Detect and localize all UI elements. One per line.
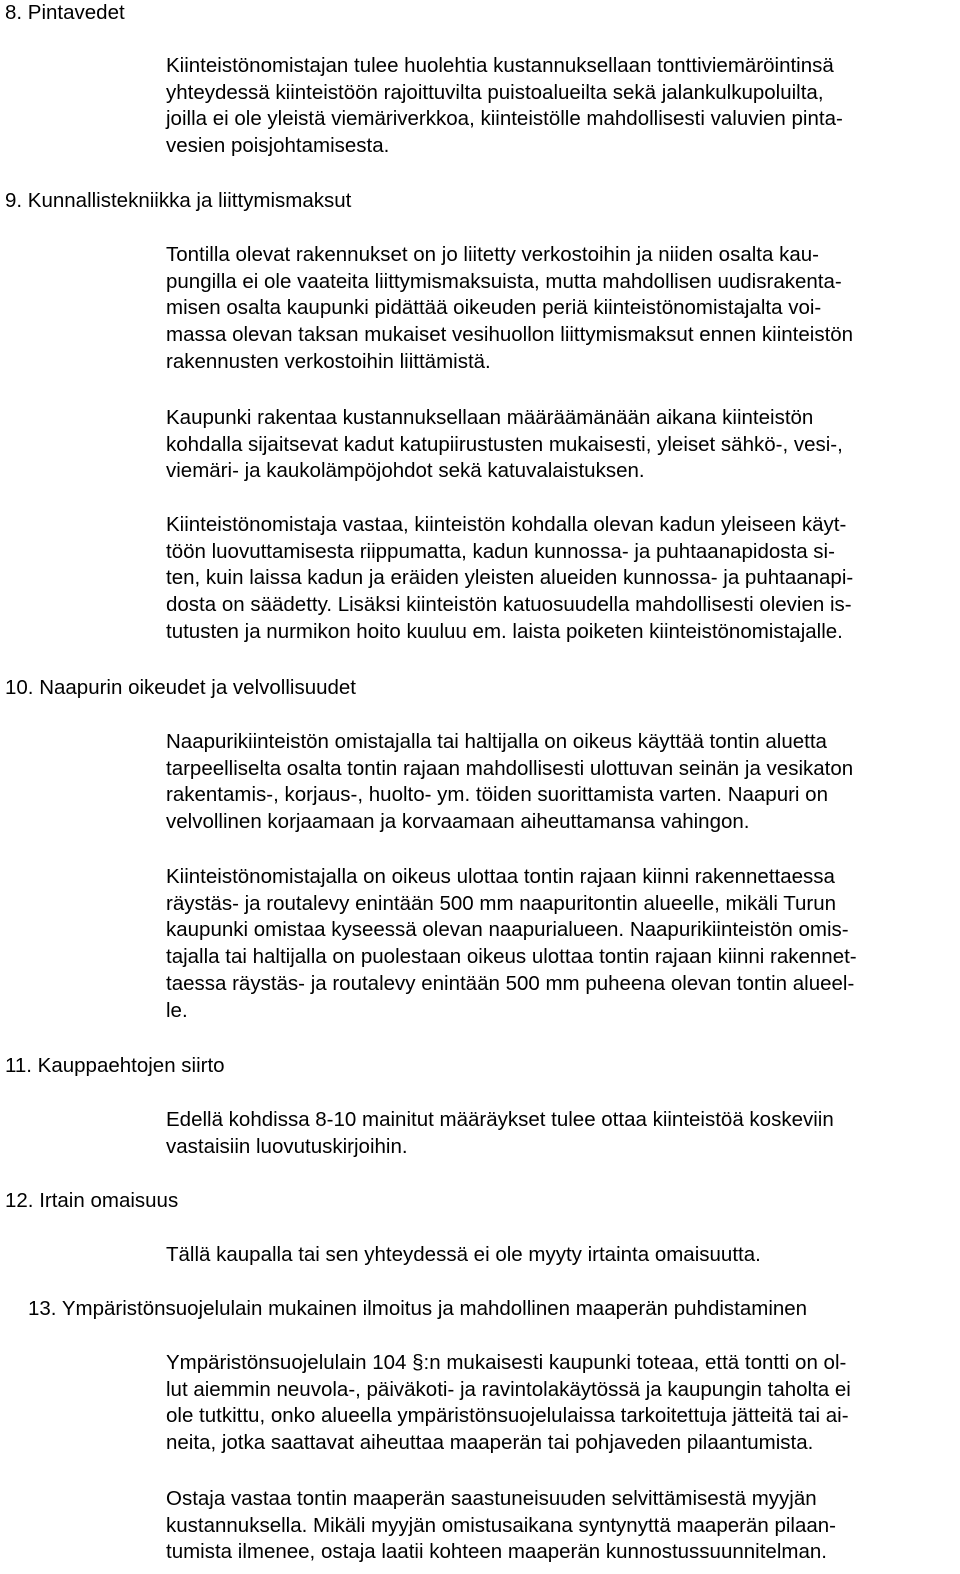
section-9-paragraph-3 [166,512,958,646]
section-heading-9: 9. Kunnallistekniikka ja liittymismaksut [5,189,352,212]
section-heading-13: 13. Ympäristönsuojelulain mukainen ilmoitus ja mahdollinen maaperän puhdistaminen [28,1297,808,1320]
text-line: tutusten ja nurmikon hoito kuuluu em. laista poiketen kiinteistönomistajalle. [166,619,843,643]
text-line: rakennusten verkostoihin liittämistä. [166,349,491,373]
section-heading-8: 8. Pintavedet [5,1,125,24]
text-line: Naapurikiinteistön omistajalla tai haltijalla on oikeus käyttää tontin aluetta [166,730,827,753]
text-line: kohdalla sijaitsevat kadut katupiirustusten mukaisesti, yleiset sähkö-, vesi-, [166,432,843,456]
section-11-paragraph-1 [166,1107,958,1160]
text-line: massa olevan taksan mukaiset vesihuollon liittymismaksut ennen kiinteistön [166,323,854,347]
section-9-paragraph-2 [166,405,958,485]
text-line: Ostaja vastaa tontin maaperän saastuneisuuden selvittämisestä myyjän [166,1487,817,1510]
section-12-paragraph-1 [166,1242,958,1269]
section-heading-12: 12. Irtain omaisuus [5,1189,179,1212]
text-line: pungilla ei ole vaateita liittymismaksuista, mutta mahdollisen uudisrakenta- [166,269,842,293]
text-line: viemäri- ja kaukolämpöjohdot sekä katuvalaistuksen. [166,459,645,483]
text-line: vesien poisjohtamisesta. [166,134,390,158]
section-heading-11: 11. Kauppaehtojen siirto [5,1054,225,1077]
text-line: dosta on säädetty. Lisäksi kiinteistön katuosuudella mahdollisesti olevien is- [166,593,852,617]
text-line: joilla ei ole yleistä viemäriverkkoa, kiinteistölle mahdollisesti valuvien pinta- [166,107,843,131]
text-line: kustannuksella. Mikäli myyjän omistusaikana syntynyttä maaperän pilaan- [166,1513,836,1537]
text-line: le. [166,998,188,1022]
text-line: Kiinteistönomistajalla on oikeus ulottaa tontin rajaan kiinni rakennettaessa [166,865,835,888]
text-line: Edellä kohdissa 8-10 mainitut määräykset tulee ottaa kiinteistöä koskeviin [166,1108,834,1131]
text-line: velvollinen korjaamaan ja korvaamaan aiheuttamansa vahingon. [166,810,750,834]
section-10-paragraph-1 [166,729,958,836]
text-line: vastaisiin luovutuskirjoihin. [166,1134,408,1158]
text-line: tajalla tai haltijalla on puolestaan oikeus ulottaa tontin rajaan kiinni rakennet- [166,945,857,969]
section-13-paragraph-2 [166,1486,958,1566]
text-line: Kiinteistönomistajan tulee huolehtia kustannuksellaan tonttiviemäröintinsä [166,54,834,77]
text-line: ten, kuin laissa kadun ja eräiden yleisten alueiden kunnossa- ja puhtaanapi- [166,566,854,590]
text-line: ole tutkittu, onko alueella ympäristönsuojelulaissa tarkoitettuja jätteitä tai ai- [166,1404,849,1428]
text-line: kaupunki omistaa kyseessä olevan naapurialueen. Naapurikiinteistön omis- [166,918,849,942]
text-line: neita, jotka saattavat aiheuttaa maaperän tai pohjaveden pilaantumista. [166,1431,814,1455]
text-line: rakentamis-, korjaus-, huolto- ym. töiden suorittamista varten. Naapuri on [166,783,828,807]
text-line: Tontilla olevat rakennukset on jo liitetty verkostoihin ja niiden osalta kau- [166,243,819,266]
text-line: yhteydessä kiinteistöön rajoittuvilta puistoalueilta sekä jalankulkupoluilta, [166,80,824,104]
text-line: Tällä kaupalla tai sen yhteydessä ei ole myyty irtainta omaisuutta. [166,1243,761,1266]
text-line: töön luovuttamisesta riippumatta, kadun kunnossa- ja puhtaanapidosta si- [166,539,835,563]
text-line: lut aiemmin neuvola-, päiväkoti- ja ravintolakäytössä ja kaupungin taholta ei [166,1377,851,1401]
text-line: räystäs- ja routalevy enintään 500 mm naapuritontin alueelle, mikäli Turun [166,891,837,915]
section-8-paragraph-1 [166,53,958,160]
text-line: tumista ilmenee, ostaja laatii kohteen maaperän kunnostussuunnitelman. [166,1540,827,1564]
text-line: misen osalta kaupunki pidättää oikeuden periä kiinteistönomistajalta voi- [166,296,822,320]
section-9-paragraph-1 [166,242,958,376]
section-13-paragraph-1 [166,1350,958,1457]
text-line: Kiinteistönomistaja vastaa, kiinteistön kohdalla olevan kadun yleiseen käyt- [166,513,847,536]
text-line: taessa räystäs- ja routalevy enintään 500 mm puheena olevan tontin alueel- [166,971,855,995]
text-line: tarpeelliselta osalta tontin rajaan mahdollisesti ulottuvan seinän ja vesikaton [166,756,854,780]
text-line: Kaupunki rakentaa kustannuksellaan määräämänään aikana kiinteistön [166,406,814,429]
text-line: Ympäristönsuojelulain 104 §:n mukaisesti kaupunki toteaa, että tontti on ol- [166,1351,847,1374]
section-heading-10: 10. Naapurin oikeudet ja velvollisuudet [5,676,357,699]
section-10-paragraph-2 [166,864,958,1024]
